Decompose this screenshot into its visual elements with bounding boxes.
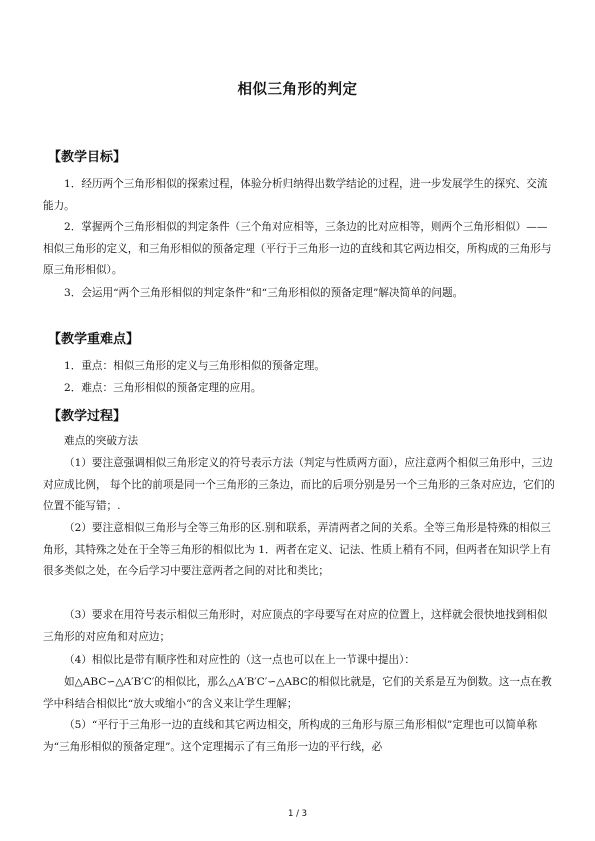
process-paragraph-4: （4）相似比是带有顺序性和对应性的（这一点也可以在上一节课中提出）： [64,654,416,666]
process-paragraph-2: （2）要注意相似三角形与全等三角形的区.别和联系，弄清两者之间的关系。全等三角形是特殊的相似三角形，其特殊之处在于全等三角形的相似比为 1．两者在定义、记法、性质上稍有不同，但两者在知识学上有很多类似之处，在今后学习中要注意两者之间的对比和类比； [43,522,552,577]
goals-heading: 【教学目标】 [48,150,127,165]
goal-paragraph-1: 1．经历两个三角形相似的探索过程，体验分析归纳得出数学结论的过程，进一步发展学生的探究、交流能力。 [43,178,548,212]
process-line-intro: 难点的突破方法 [64,435,139,447]
goal-paragraph-3: 3．会运用“两个三角形相似的判定条件”和“三角形相似的预备定理”解决简单的问题。 [64,287,464,299]
process-paragraph-5: 如△ABC∽△A′B′C′的相似比，那么△A′B′C′∽△ABC的相似比就是，它们的关系是互为倒数。这一点在教学中科结合相似比“放大或缩小”的含义来让学生理解； [43,676,552,710]
page-number: 1 / 3 [287,809,308,819]
process-paragraph-6: （5）“平行于三角形一边的直线和其它两边相交，所构成的三角形与原三角形相似”定理也可以简单称为“三角形相似的预备定理”。这个定理揭示了有三角形一边的平行线，必 [43,719,538,753]
process-heading: 【教学过程】 [48,409,127,424]
keypoint-1: 1．重点：相似三角形的定义与三角形相似的预备定理。 [64,360,325,372]
keypoints-heading: 【教学重难点】 [48,332,140,347]
process-paragraph-3: （3）要求在用符号表示相似三角形时，对应顶点的字母要写在对应的位置上，这样就会很快地找到相似三角形的对应角和对应边； [43,609,548,643]
goal-paragraph-2: 2．掌握两个三角形相似的判定条件（三个角对应相等，三条边的比对应相等，则两个三角形相似）——相似三角形的定义，和三角形相似的预备定理（平行于三角形一边的直线和其它两边相交，所构成的三角形与原三角形相似）。 [43,221,552,276]
keypoint-2: 2．难点：三角形相似的预备定理的应用。 [64,382,262,394]
page-title: 相似三角形的判定 [237,82,358,98]
process-paragraph-1: （1）要注意强调相似三角形定义的符号表示方法（判定与性质两方面），应注意两个相似三角形中，三边对应成比例， 每个比的前项是同一个三角形的三条边，而比的后项分别是另一个三角形的三条对应边，它们的位置不能写错；. [43,457,555,512]
